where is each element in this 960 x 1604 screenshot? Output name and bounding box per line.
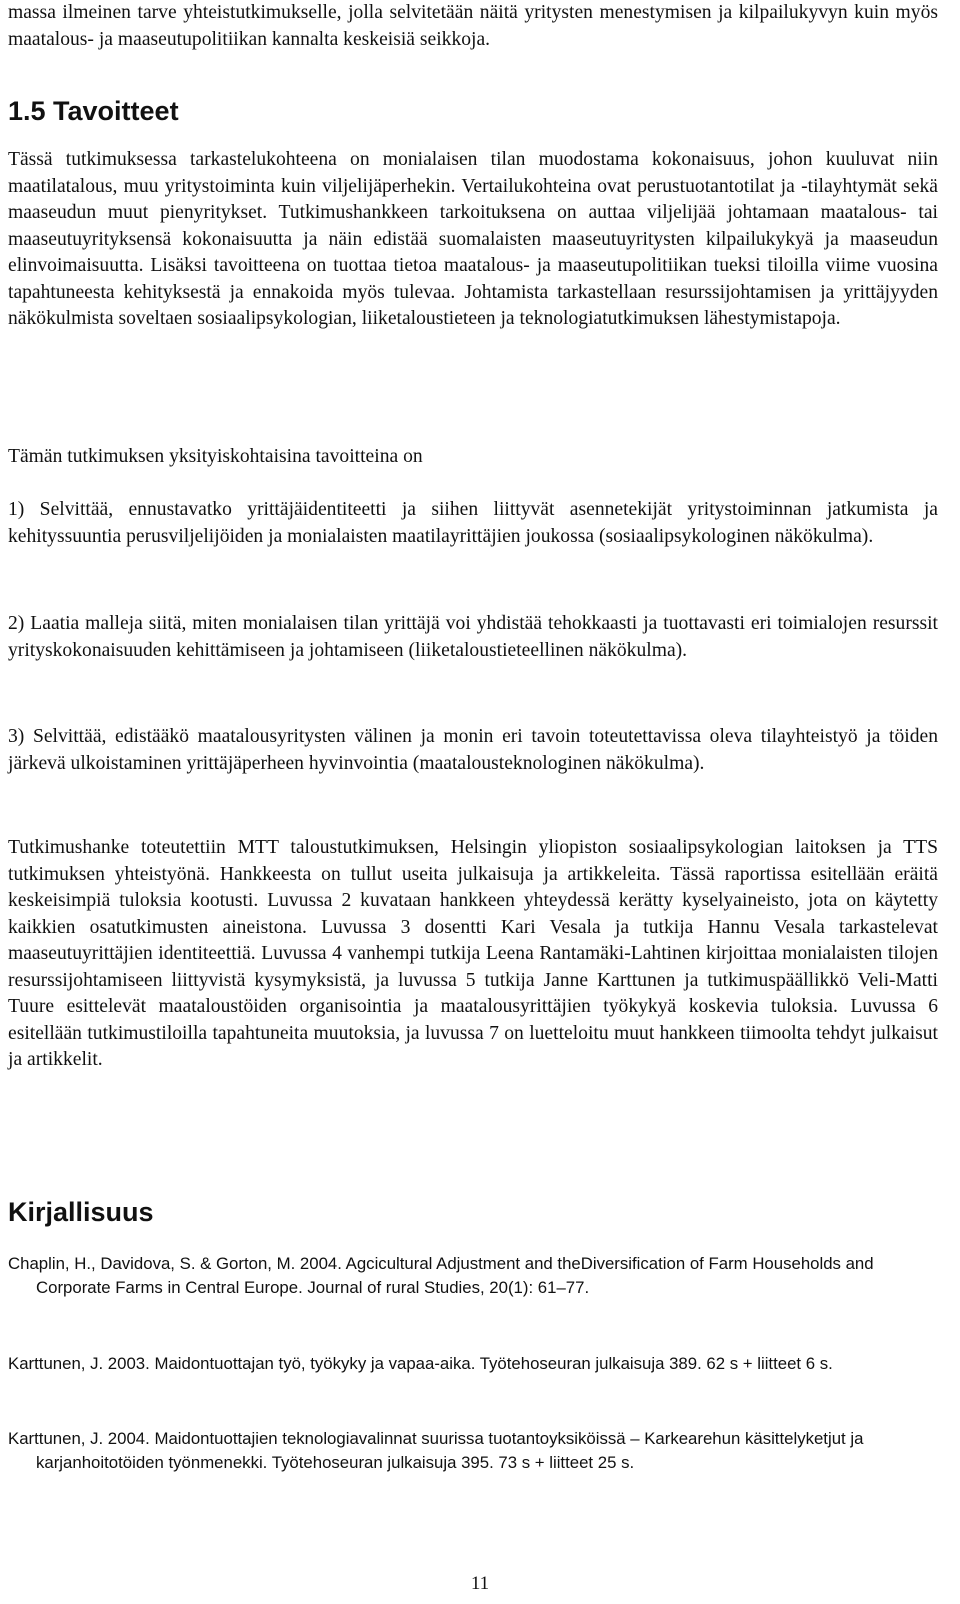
goal-item-3: 3) Selvittää, edistääkö maatalousyritysten välinen ja monin eri tavoin toteutettavissa oleva tilayhteistyö ja töiden järkevä ulkoistaminen yrittäjäperheen hyvinvointia (maatalousteknologinen näkökulma). xyxy=(8,726,938,774)
project-paragraph: Tutkimushanke toteutettiin MTT taloustutkimuksen, Helsingin yliopiston sosiaalipsykologian laitoksen ja TTS tutkimuksen yhteistyönä. Hankkeesta on tullut useita julkaisuja ja artikkeleita. Tässä raportissa esitellään eräitä keskeisimpiä tuloksia kootusti. Luvussa 2 kuvataan hankkeen yhteydessä kerätty kyselyaineisto, jota on käytetty kaikkien osatutkimusten aineistona. Luvussa 3 dosentti Kari Vesala ja tutkija Hannu Vesala tarkastelevat maaseutuyrittäjien identiteettiä. Luvussa 4 vanhempi tutkija Leena Rantamäki-Lahtinen kirjoittaa monialaisten tilojen resurssijohtamiseen liittyvistä kysymyksistä, ja luvussa 5 tutkija Janne Karttunen ja tutkimuspäällikkö Veli-Matti Tuure esittelevät maataloustöiden organisointia ja maatalousyrittäjien työkykyä koskevia tuloksia. Luvussa 6 esitellään tutkimustiloilla tapahtuneita muutoksia, ja luvussa 7 on luetteloitu muut hankkeen tiimoolta tehdyt julkaisut ja artikkelit. xyxy=(8,837,938,1070)
reference-item: Karttunen, J. 2003. Maidontuottajan työ, työkyky ja vapaa-aika. Työtehoseuran julkaisuja 389. 62 s + liitteet 6 s. xyxy=(8,1354,833,1373)
reference-item: Karttunen, J. 2004. Maidontuottajien teknologiavalinnat suurissa tuotantoyksiköissä – Karkearehun käsittelyketjut ja karjanhoitotöiden työnmenekki. Työtehoseuran julkaisuja 395. 73 s + liitteet 25 s. xyxy=(8,1429,864,1472)
goal-item-2: 2) Laatia malleja siitä, miten monialaisen tilan yrittäjä voi yhdistää tehokkaasti ja tuottavasti eri toimialojen resurssit yrityskokonaisuuden kehittämiseen ja johtamiseen (liiketaloustieteellinen näkökulma). xyxy=(8,613,938,661)
goal-item-1: 1) Selvittää, ennustavatko yrittäjäidentiteetti ja siihen liittyvät asennetekijät yritystoiminnan jatkumista ja kehityssuuntia perusviljelijöiden ja monialaisten maatilayrittäjien joukossa (sosiaalipsykologinen näkökulma). xyxy=(8,499,938,547)
goals-intro-line: Tämän tutkimuksen yksityiskohtaisina tavoitteina on xyxy=(8,446,423,467)
section-heading: 1.5 Tavoitteet xyxy=(8,96,179,126)
reference-item: Chaplin, H., Davidova, S. & Gorton, M. 2004. Agcicultural Adjustment and theDiversification of Farm Households and Corporate Farms in Central Europe. Journal of rural Studies, 20(1): 61–77. xyxy=(8,1254,874,1297)
literature-heading: Kirjallisuus xyxy=(8,1197,154,1227)
intro-paragraph: massa ilmeinen tarve yhteistutkimukselle, jolla selvitetään näitä yritysten menestymisen ja kilpailukyvyn kuin myös maatalous- ja maaseutupolitiikan kannalta keskeisiä seikkoja. xyxy=(8,2,938,50)
page-number: 11 xyxy=(470,1573,490,1594)
goals-paragraph: Tässä tutkimuksessa tarkastelukohteena on monialaisen tilan muodostama kokonaisuus, johon kuuluvat niin maatilatalous, muu yritystoiminta kuin viljelijäperhekin. Vertailukohteina ovat perustuotantotilat ja -tilayhtymät sekä maaseudun muut pienyritykset. Tutkimushankkeen tarkoituksena on auttaa viljelijää johtamaan maatalous- tai maaseutuyrityksensä kokonaisuutta ja näin edistää suomalaisten maaseutuyritysten kilpailukykyä ja maaseudun elinvoimaisuutta. Lisäksi tavoitteena on tuottaa tietoa maatalous- ja maaseutupolitiikan tueksi tiloilla viime vuosina tapahtuneesta kehityksestä ja ennakoida myös tulevaa. Johtamista tarkastellaan resurssijohtamisen ja yrittäjyyden näkökulmista soveltaen sosiaalipsykologian, liiketaloustieteen ja teknologiatutkimuksen lähestymistapoja. xyxy=(8,149,938,329)
